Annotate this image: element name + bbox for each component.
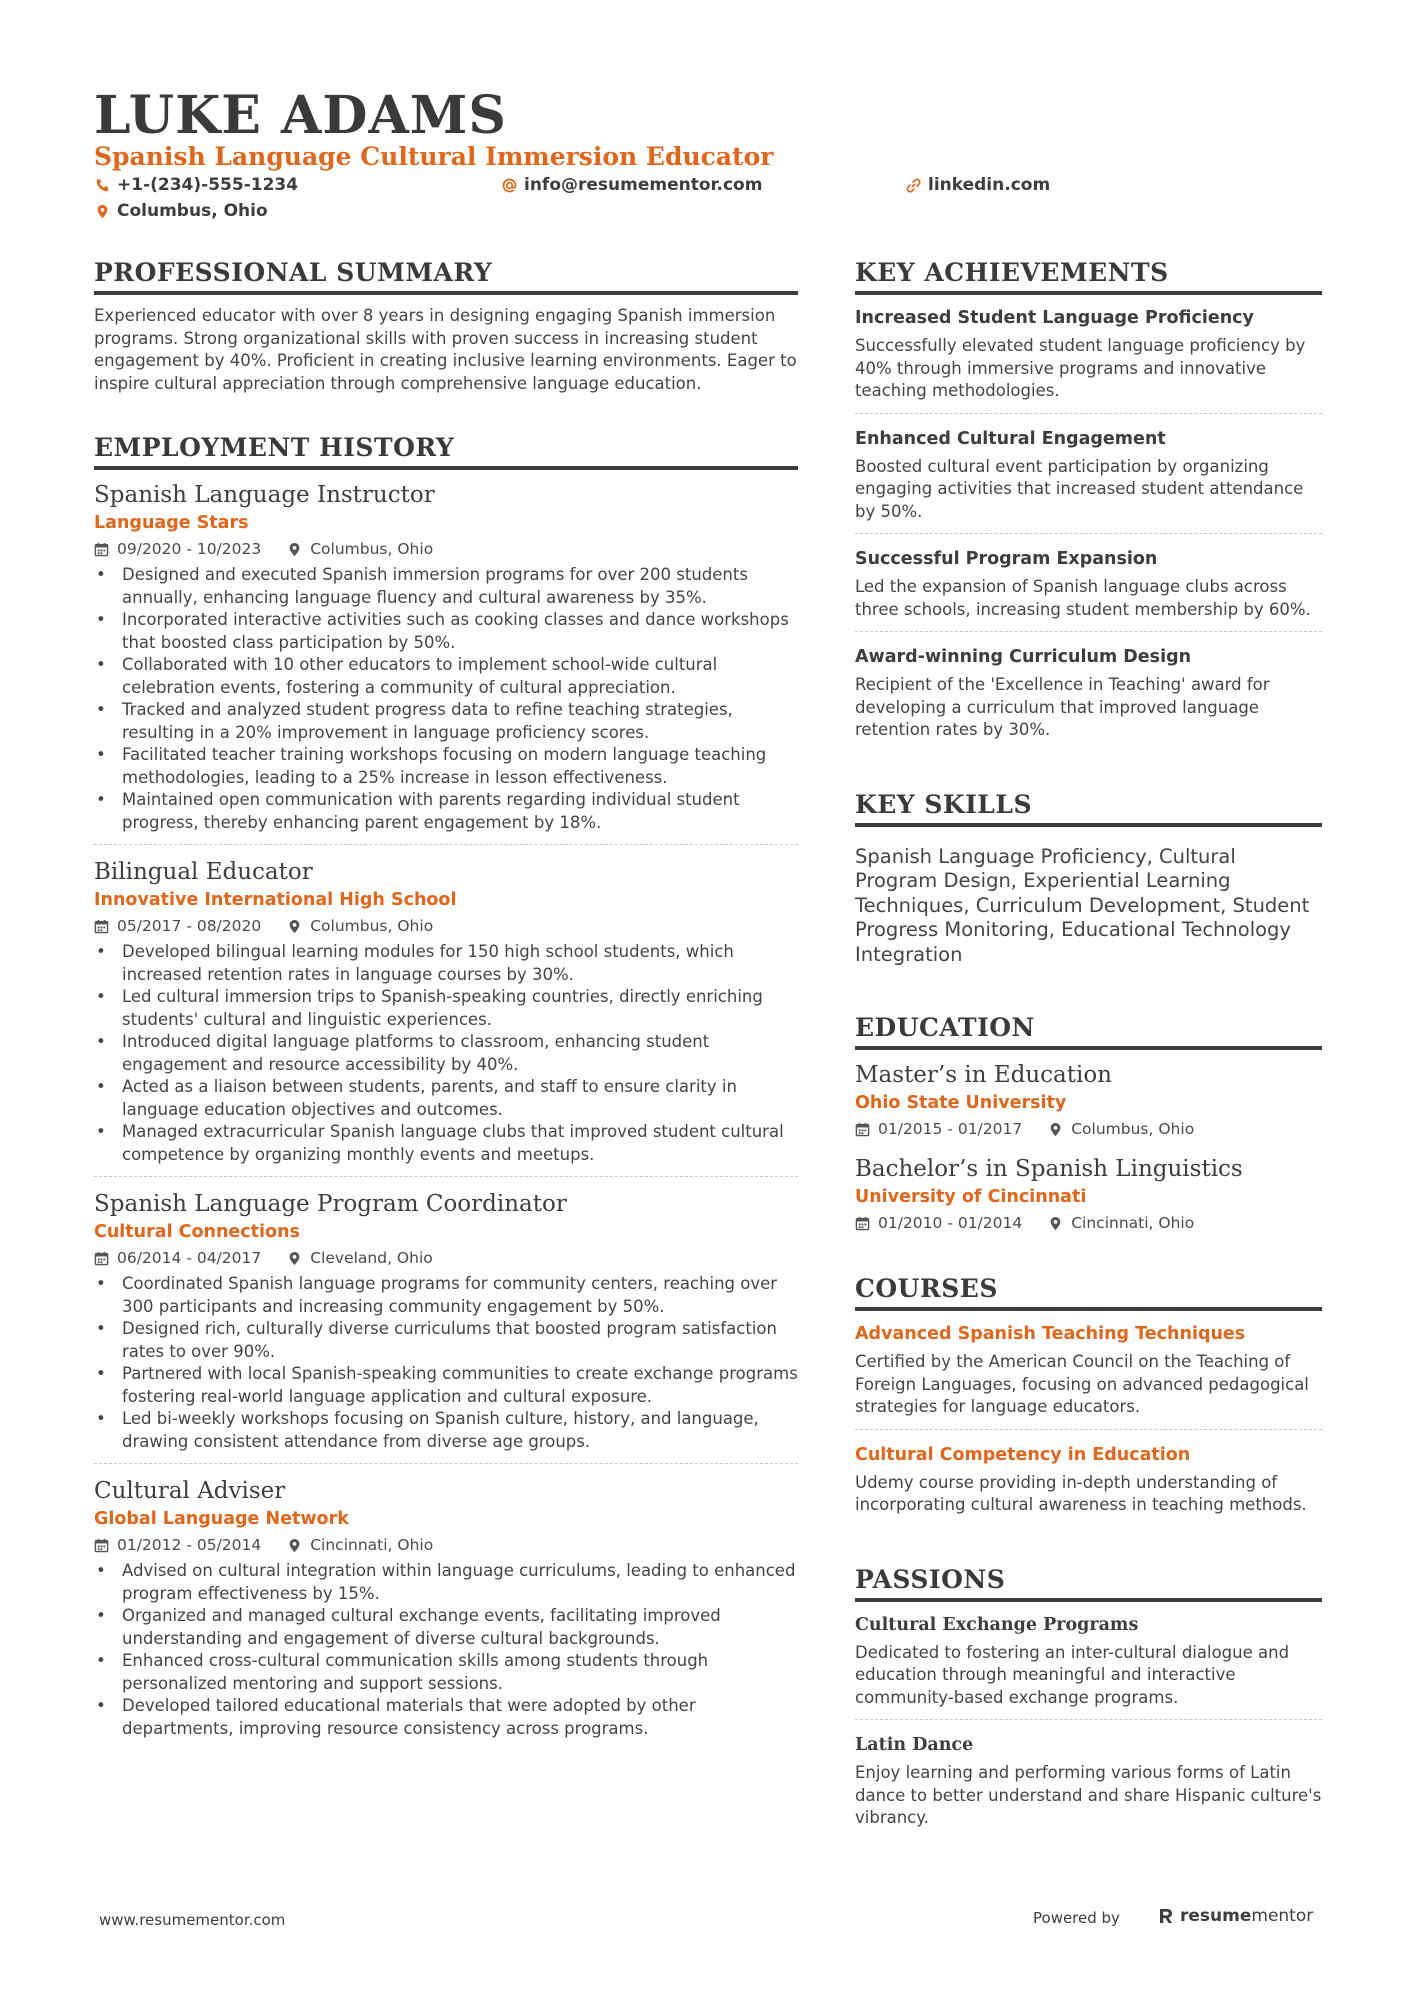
job-bullet: • Maintained open communication with parents regarding individual student progress, thereby enhancing parent engagement by 18%. [94, 789, 798, 834]
achievement-item [855, 644, 1322, 752]
achievement-item [855, 426, 1322, 535]
skills-section [855, 790, 1322, 968]
job-bullet: • Developed tailored educational materials that were adopted by other departments, improving resource consistency across programs. [94, 1695, 798, 1740]
employment-heading: EMPLOYMENT HISTORY [94, 433, 798, 470]
job-bullet: • Tracked and analyzed student progress data to refine teaching strategies, resulting in a 20% improvement in language proficiency scores. [94, 699, 798, 744]
job-bullet: • Collaborated with 10 other educators to implement school-wide cultural celebration events, fostering a community of cultural appreciation. [94, 654, 798, 699]
job-location-text: Cincinnati, Ohio [310, 1536, 434, 1554]
education-degree: Master’s in Education [855, 1062, 1112, 1088]
job-company: Innovative International High School [94, 890, 457, 910]
education-dates-text: 01/2015 - 01/2017 [878, 1120, 1023, 1138]
job-location [287, 536, 433, 562]
job-meta [94, 536, 798, 562]
job-bullet: • Introduced digital language platforms to classroom, enhancing student engagement and resource accessibility by 40%. [94, 1031, 798, 1076]
contact-phone[interactable] [95, 174, 298, 196]
job-location-text: Columbus, Ohio [310, 917, 434, 935]
education-item [855, 1154, 1322, 1236]
job-bullet: • Incorporated interactive activities such as cooking classes and dance workshops that boosted class participation by 50%. [94, 609, 798, 654]
job-bullets [94, 941, 798, 1166]
job-dates-text: 06/2014 - 04/2017 [117, 1249, 262, 1267]
education-location-text: Columbus, Ohio [1071, 1120, 1195, 1138]
passion-item [855, 1612, 1322, 1721]
job-bullet: • Led bi-weekly workshops focusing on Spanish culture, history, and language, drawing consistent attendance from diverse age groups. [94, 1408, 798, 1453]
achievements-heading: KEY ACHIEVEMENTS [855, 258, 1322, 295]
contact-email[interactable] [502, 174, 762, 196]
job-role: Spanish Language Program Coordinator [94, 1191, 567, 1217]
contact-location [95, 200, 268, 222]
job-bullet: • Developed bilingual learning modules for 150 high school students, which increased retention rates in language courses by 30%. [94, 941, 798, 986]
footer-powered-by: Powered by [1033, 1909, 1120, 1927]
skills-heading: KEY SKILLS [855, 790, 1322, 827]
job-bullet: • Enhanced cross-cultural communication skills among students through personalized mentoring and support sessions. [94, 1650, 798, 1695]
education-item [855, 1060, 1322, 1142]
course-text: Udemy course providing in-depth understanding of incorporating cultural awareness in teaching methods. [855, 1472, 1307, 1514]
passion-title: Cultural Exchange Programs [855, 1614, 1139, 1635]
location-pin-icon [1048, 1122, 1063, 1137]
location-text: Columbus, Ohio [117, 201, 268, 221]
calendar-icon [94, 1538, 109, 1553]
job-bullet: • Led cultural immersion trips to Spanish-speaking countries, directly enriching students' cultural and linguistic experiences. [94, 986, 798, 1031]
job-dates [94, 1532, 261, 1558]
job-bullet: • Managed extracurricular Spanish language clubs that improved student cultural competence by organizing monthly events and meetups. [94, 1121, 798, 1166]
location-pin-icon [1048, 1216, 1063, 1231]
job-dates-text: 05/2017 - 08/2020 [117, 917, 262, 935]
job-entry [94, 480, 798, 845]
skills-text: Spanish Language Proficiency, Cultural Program Design, Experiential Learning Techniques, Curriculum Development, Student Progress Monitoring, Educational Technology Integration [855, 844, 1310, 966]
passion-title: Latin Dance [855, 1735, 974, 1755]
job-role: Spanish Language Instructor [94, 482, 435, 508]
candidate-title: Spanish Language Cultural Immersion Educator [94, 142, 774, 171]
phone-text: +1-(234)-555-1234 [117, 175, 299, 195]
employment-section [94, 433, 798, 1750]
job-bullets [94, 1560, 798, 1740]
passion-item [855, 1732, 1322, 1840]
location-pin-icon [287, 1251, 302, 1266]
job-entry [94, 857, 798, 1177]
job-dates [94, 1245, 261, 1271]
job-bullets [94, 1273, 798, 1453]
achievement-title: Increased Student Language Proficiency [855, 308, 1254, 328]
education-school: University of Cincinnati [855, 1187, 1087, 1207]
job-bullet: • Designed and executed Spanish immersion programs for over 200 students annually, enhancing language fluency and cultural awareness by 35%. [94, 564, 798, 609]
job-location-text: Cleveland, Ohio [310, 1249, 433, 1267]
education-dates [855, 1116, 1022, 1142]
brand-name [1180, 1906, 1313, 1926]
job-location [287, 1245, 433, 1271]
passions-heading: PASSIONS [855, 1565, 1322, 1602]
link-icon [906, 178, 921, 193]
achievement-title: Enhanced Cultural Engagement [855, 428, 1166, 449]
courses-heading: COURSES [855, 1274, 1322, 1311]
job-company: Cultural Connections [94, 1222, 300, 1242]
candidate-name: LUKE ADAMS [94, 85, 507, 146]
achievement-text: Led the expansion of Spanish language clubs across three schools, increasing student membership by 60%. [855, 577, 1311, 619]
education-school: Ohio State University [855, 1093, 1067, 1113]
education-dates-text: 01/2010 - 01/2014 [878, 1214, 1023, 1232]
brand-suffix: mentor [1251, 1906, 1314, 1926]
location-pin-icon [95, 204, 110, 219]
education-section [855, 1013, 1322, 1236]
linkedin-text: linkedin.com [928, 175, 1051, 195]
education-location [1048, 1210, 1194, 1236]
location-pin-icon [287, 1538, 302, 1553]
achievement-title: Award-winning Curriculum Design [855, 647, 1192, 667]
education-location-text: Cincinnati, Ohio [1071, 1214, 1195, 1232]
job-location [287, 913, 433, 939]
job-bullet: • Advised on cultural integration within language curriculums, leading to enhanced program effectiveness by 15%. [94, 1560, 798, 1605]
job-meta [94, 1532, 798, 1558]
passions-section [855, 1565, 1322, 1840]
contact-linkedin[interactable] [906, 174, 1050, 196]
summary-heading: PROFESSIONAL SUMMARY [94, 258, 798, 295]
passion-text: Dedicated to fostering an inter-cultural dialogue and education through meaningful and interactive community-based exchange programs. [855, 1642, 1290, 1707]
achievement-text: Boosted cultural event participation by organizing engaging activities that increased student attendance by 50%. [855, 456, 1304, 521]
education-heading: EDUCATION [855, 1013, 1322, 1050]
job-location [287, 1532, 433, 1558]
course-item [855, 1321, 1322, 1430]
job-role: Cultural Adviser [94, 1478, 286, 1504]
right-column [855, 258, 1322, 1840]
summary-section [94, 258, 798, 395]
job-dates [94, 913, 261, 939]
job-bullet: • Facilitated teacher training workshops focusing on modern language teaching methodologies, leading to a 25% increase in lesson effectiveness. [94, 744, 798, 789]
job-entry [94, 1189, 798, 1464]
job-dates-text: 01/2012 - 05/2014 [117, 1536, 262, 1554]
job-dates [94, 536, 261, 562]
job-bullets [94, 564, 798, 834]
education-meta [855, 1116, 1322, 1142]
job-bullet: • Coordinated Spanish language programs for community centers, reaching over 300 participants and increasing community engagement by 50%. [94, 1273, 798, 1318]
email-text: info@resumementor.com [524, 175, 763, 195]
job-entry [94, 1476, 798, 1750]
course-text: Certified by the American Council on the Teaching of Foreign Languages, focusing on advanced pedagogical strategies for language educators. [855, 1352, 1309, 1416]
job-company: Language Stars [94, 513, 249, 533]
resumementor-logo-icon [1158, 1907, 1174, 1925]
job-role: Bilingual Educator [94, 859, 313, 885]
job-bullet: • Organized and managed cultural exchange events, facilitating improved understanding and engagement of diverse cultural backgrounds. [94, 1605, 798, 1650]
job-location-text: Columbus, Ohio [310, 540, 434, 558]
education-meta [855, 1210, 1322, 1236]
achievement-item [855, 305, 1322, 414]
job-meta [94, 1245, 798, 1271]
achievement-text: Successfully elevated student language proficiency by 40% through immersive programs and innovative teaching methodologies. [855, 336, 1306, 400]
course-title: Cultural Competency in Education [855, 1444, 1191, 1465]
calendar-icon [94, 1251, 109, 1266]
achievement-text: Recipient of the 'Excellence in Teaching' award for developing a curriculum that improved language retention rates by 30%. [855, 675, 1270, 739]
at-icon [502, 178, 517, 193]
left-column [94, 258, 798, 1762]
phone-icon [95, 178, 110, 193]
education-dates [855, 1210, 1022, 1236]
footer-website[interactable]: www.resumementor.com [99, 1911, 286, 1929]
job-bullet: • Partnered with local Spanish-speaking communities to create exchange programs fostering real-world language application and cultural exposure. [94, 1363, 798, 1408]
achievement-title: Successful Program Expansion [855, 549, 1158, 569]
location-pin-icon [287, 542, 302, 557]
job-bullet: • Acted as a liaison between students, parents, and staff to ensure clarity in language education objectives and outcomes. [94, 1076, 798, 1121]
achievements-section [855, 258, 1322, 752]
location-pin-icon [287, 919, 302, 934]
course-item [855, 1442, 1322, 1527]
passion-text: Enjoy learning and performing various forms of Latin dance to better understand and share Hispanic culture's vibrancy. [855, 1763, 1322, 1827]
education-location [1048, 1116, 1194, 1142]
footer-brand-logo[interactable] [1158, 1906, 1313, 1926]
calendar-icon [855, 1216, 870, 1231]
calendar-icon [94, 919, 109, 934]
job-meta [94, 913, 798, 939]
summary-text: Experienced educator with over 8 years in designing engaging Spanish immersion programs. Strong organizational skills with proven success in increasing student engagement by 40%. Proficient in creating inclusive learning environments. Eager to inspire cultural appreciation through comprehensive language education. [94, 306, 797, 393]
achievement-item [855, 546, 1322, 632]
education-degree: Bachelor’s in Spanish Linguistics [855, 1156, 1243, 1182]
calendar-icon [855, 1122, 870, 1137]
courses-section [855, 1274, 1322, 1527]
job-company: Global Language Network [94, 1509, 349, 1529]
calendar-icon [94, 542, 109, 557]
job-bullet: • Designed rich, culturally diverse curriculums that boosted program satisfaction rates to over 90%. [94, 1318, 798, 1363]
job-dates-text: 09/2020 - 10/2023 [117, 540, 262, 558]
course-title: Advanced Spanish Teaching Techniques [855, 1324, 1246, 1344]
brand-prefix: resume [1180, 1906, 1252, 1926]
